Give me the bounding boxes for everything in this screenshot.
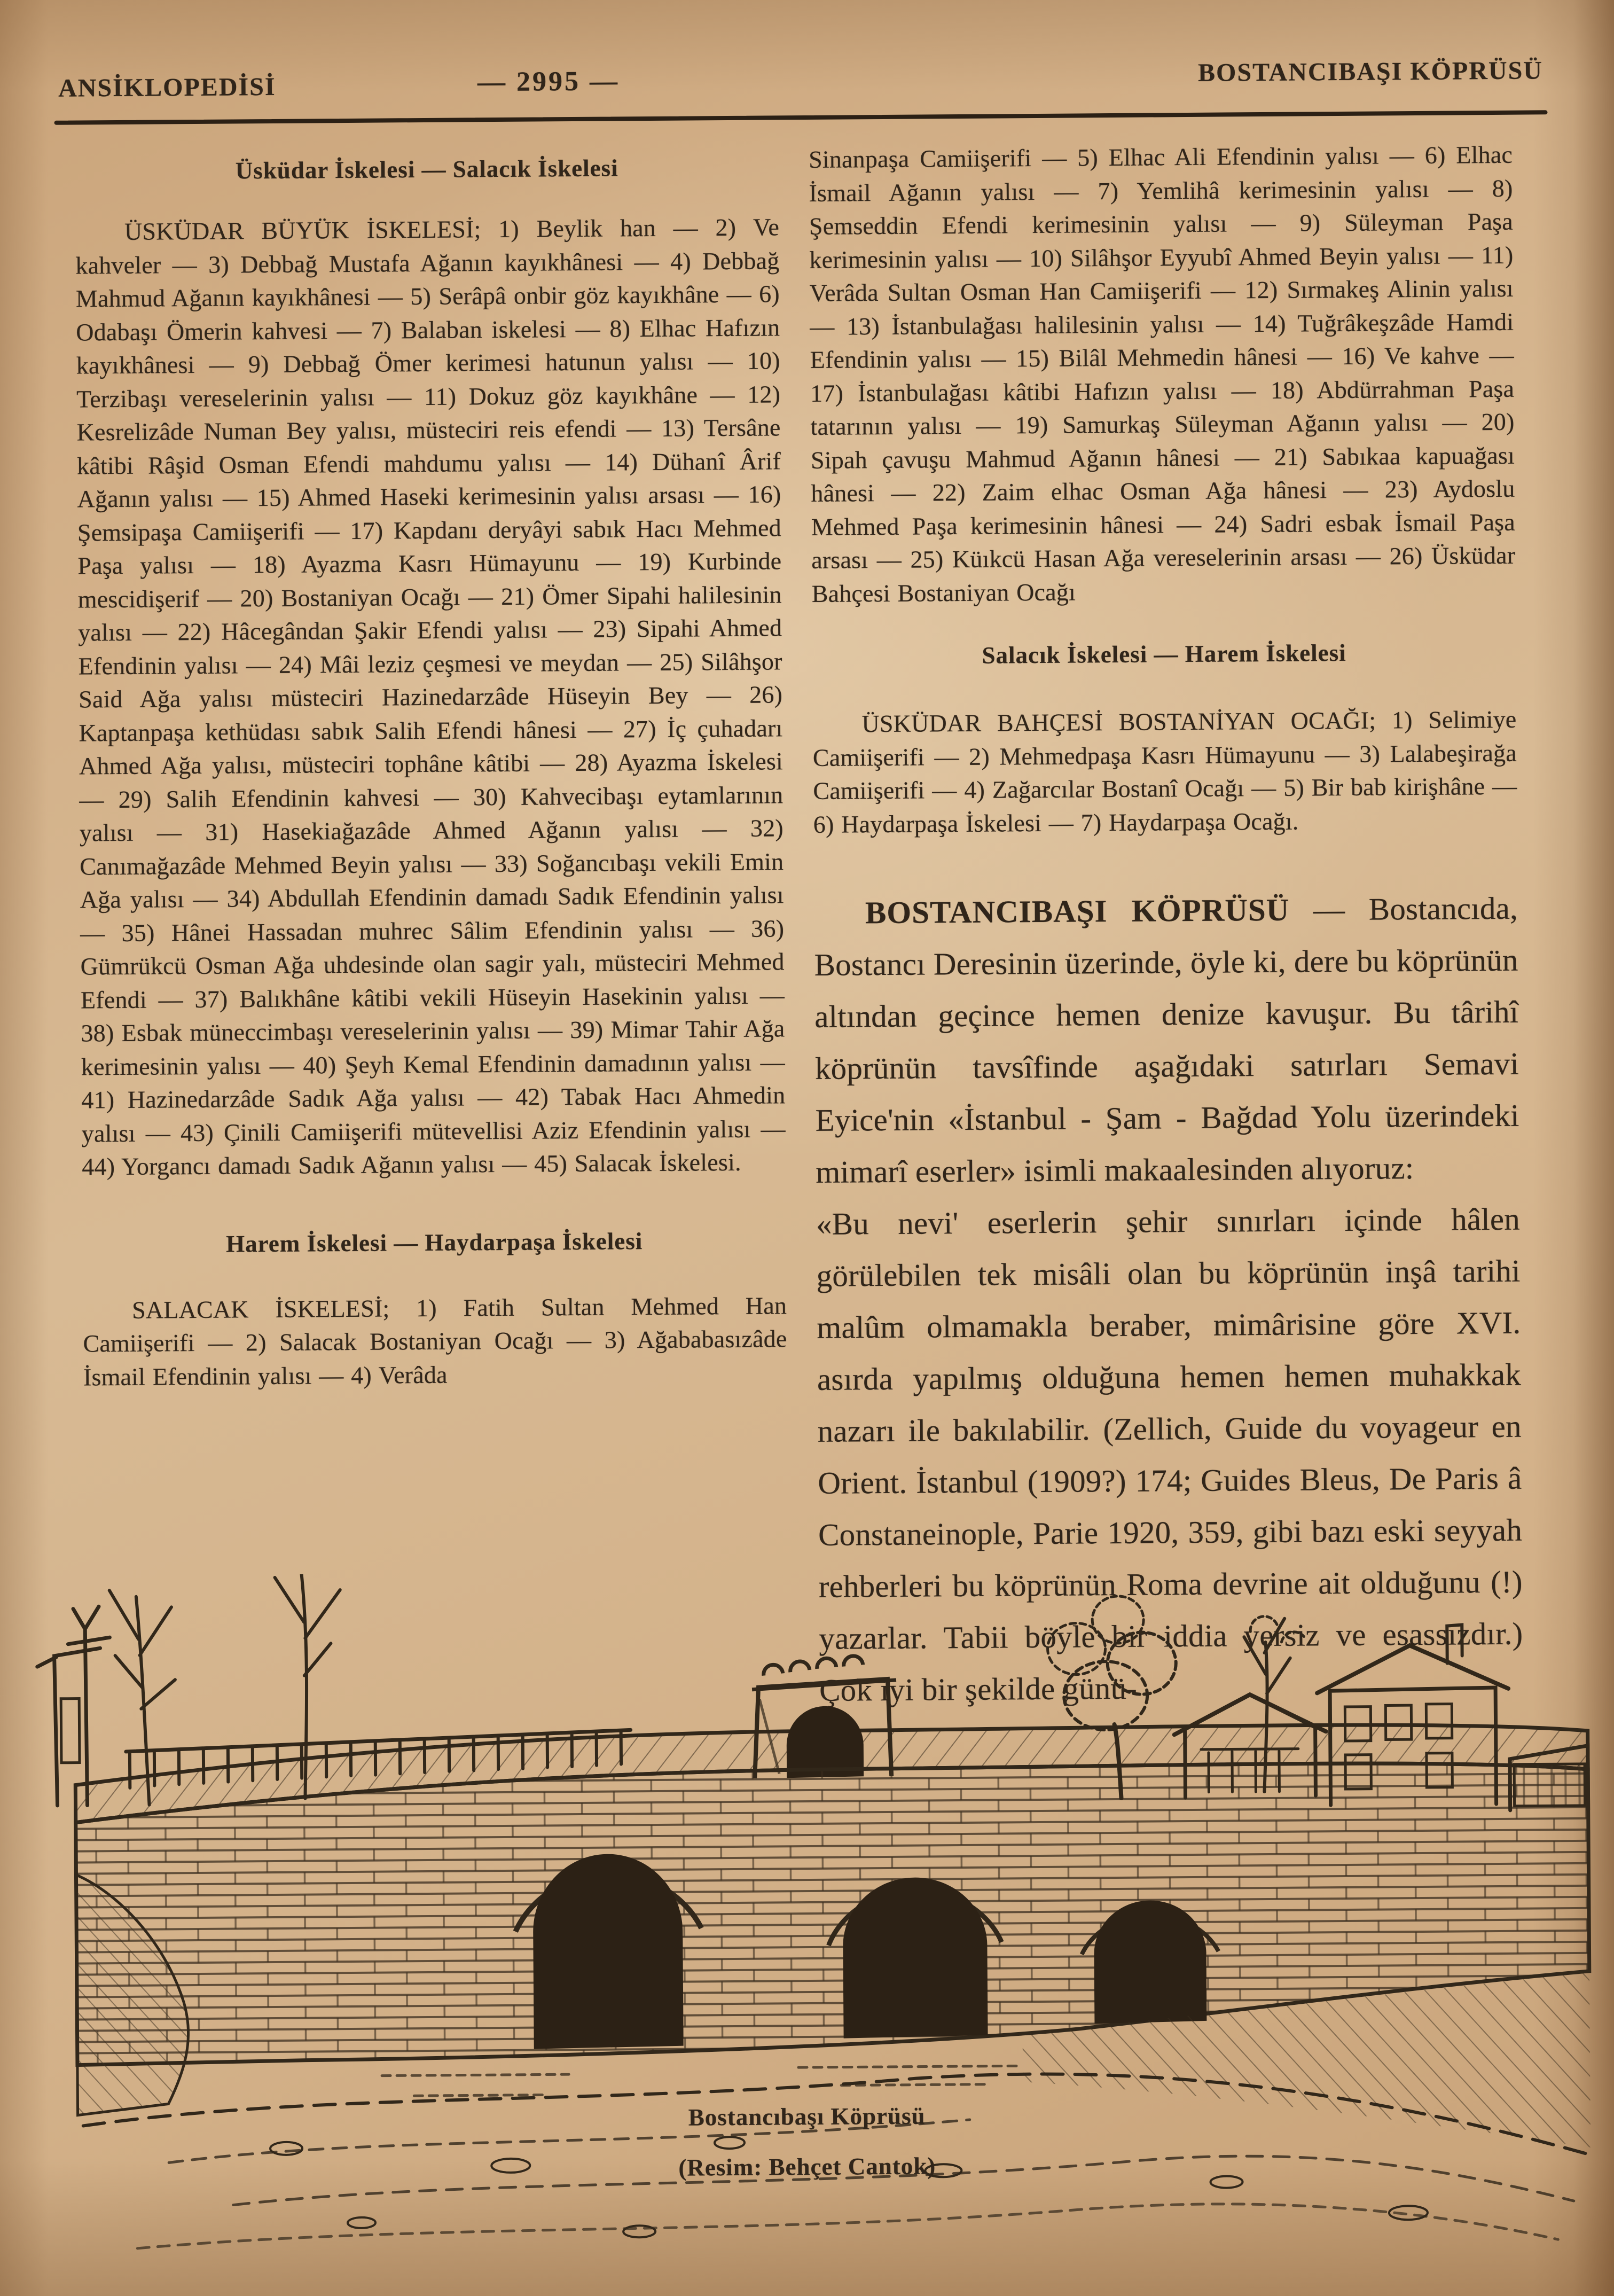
left-house-and-pole: [37, 1606, 111, 1806]
text-columns: [75, 138, 1523, 1722]
figure-caption: [577, 2090, 1037, 2193]
section-heading-salacik-harem: Salacık İskelesi — Harem İskelesi: [982, 639, 1346, 669]
figure-caption-title: Bostancıbaşı Köprüsü: [688, 2102, 926, 2131]
section-heading-harem-haydarpasa: Harem İskelesi — Haydarpaşa İskelesi: [225, 1227, 643, 1258]
figure-caption-credit: (Resim: Behçet Cantok): [678, 2152, 936, 2181]
paragraph-uskudar-bahcesi-ocagi: ÜSKÜDAR BAHÇESİ BOSTANİYAN OCAĞI; 1) Selimiye Camiişerifi — 2) Mehmedpaşa Kasrı Hümayunu — 3) Lalabeşirağa Camiişerifi — 4) Zağarcılar Bostanî Ocağı — 5) Bir bab kirişhâne — 6) Haydarpaşa İskelesi — 7) Haydarpaşa Ocağı.: [812, 705, 1517, 838]
running-head-left: ANSİKLOPEDİSİ: [58, 72, 276, 103]
article-title: BOSTANCIBAŞI KÖPRÜSÜ: [865, 892, 1290, 931]
header-rule: [54, 110, 1548, 125]
page-number: — 2995 —: [477, 66, 620, 98]
paragraph-salacak-continuation: Sinanpaşa Camiişerifi — 5) Elhac Ali Efendinin yalısı — 6) Elhac İsmail Ağanın yalısı — 7) Yemlihâ kerimesinin yalısı — 8) Şemseddin Efendi kerimesinin yalısı — 9) Süleyman Paşa kerimesinin yalısı — 10) Silâhşor Eyyubî Ahmed Beyin yalısı — 11) Verâda Sultan Osman Han Camiişerifi — 12) Sırmakeş Alinin yalısı — 13) İstanbulağası halilesinin yalısı — 14) Tuğrâkeşzâde Hamdi Efendinin yalısı — 15) Bilâl Mehmedin hânesi — 16) Ve kahve — 17) İstanbulağası kâtibi Hafızın yalısı — 18) Abdürrahman Paşa tatarının yalısı — 19) Samurkaş Süleyman Ağanın yalısı — 20) Sipah çavuşu Mahmud Ağanın hânesi — 21) Sabıkaa kapuağası hânesi — 22) Zaim elhac Osman Ağa hânesi — 23) Aydoslu Mehmed Paşa kerimesinin hânesi — 24) Sadri esbak İsmail Paşa arsası — 25) Küıkcü Hasan Ağa vereselerinin arsası — 26) Üsküdar Bahçesi Bostaniyan Ocağı: [808, 140, 1516, 607]
figure-bostancibasi-bridge: [5, 1565, 1614, 2296]
article-quote-paragraph: «Bu nevi' eserlerin şehir sınırları içinde hâlen görülebilen tek misâli olan bu köprünün inşâ tarihi malûm olmamakla beraber, mimârisine göre XVI. asırda yapılmış olduğuna hemen hemen muhakkak nazarı ile bakılabilir. (Zellich, Guide du voyageur en Orient. İstanbul (1909?) 174; Guides Bleus, De Paris â Constaneinople, Parie 1920, 359, gibi bazı eski seyyah rehberleri bu köprünün Roma devrine ait olduğunu (!) yazarlar. Tabii böyle bir iddia yersiz ve esassızdır.) Çok iyi bir şekilde günü-: [816, 1201, 1523, 1708]
left-column: [75, 143, 790, 1721]
section-heading-uskudar-salacik: Üsküdar İskelesi — Salacık İskelesi: [235, 154, 618, 184]
article-lead-text: Bostancıda, Bostancı Deresinin üzerinde, öyle ki, dere bu köprünün altından geçince hemen denize kavuşur. Bu târihî köprünün tavsîfinde aşağıdaki satırları Semavi Eyice'nin «İstanbul - Şam - Bağdad Yolu üzerindeki mimarî eserler» isimli makaalesinden alıyoruz:: [814, 890, 1519, 1190]
running-head-right: BOSTANCIBAŞI KÖPRÜSÜ: [1197, 56, 1544, 87]
article-title-separator: —: [1289, 891, 1369, 927]
paragraph-uskudar-buyuk-iskelesi: ÜSKÜDAR BÜYÜK İSKELESİ; 1) Beylik han — 2) Ve kahveler — 3) Debbağ Mustafa Ağanın kayıkhânesi — 4) Debbağ Mahmud Ağanın kayıkhânesi — 5) Serâpâ onbir göz kayıkhâne — 6) Odabaşı Ömerin kahvesi — 7) Balaban iskelesi — 8) Elhac Hafızın kayıkhânesi — 9) Debbağ Ömer kerimesi hatunun yalısı — 10) Terzibaşı vereselerinin yalısı — 11) Dokuz göz kayıkhâne — 12) Kesrelizâde Numan Bey yalısı, müsteciri reis efendi — 13) Tersâne kâtibi Râşid Osman Efendi mahdumu yalısı — 14) Dühanî Ârif Ağanın yalısı — 15) Ahmed Haseki kerimesinin yalısı arsası — 16) Şemsipaşa Camiişerifi — 17) Kapdanı deryâyi sabık Hacı Mehmed Paşa yalısı — 18) Ayazma Kasrı Hümayunu — 19) Kurbinde mescidişerif — 20) Bostaniyan Ocağı — 21) Ömer Sipahi halilesinin yalısı — 22) Hâcegândan Şakir Efendi yalısı — 23) Sipahi Ahmed Efendinin yalısı — 24) Mâi leziz çeşmesi ve meydan — 25) Silâhşor Said Ağa yalısı müsteciri Hazinedarzâde Hüseyin Bey — 26) Kaptanpaşa kethüdası sabık Salih Efendi hânesi — 27) İç çuhadarı Ahmed Ağa yalısı, müsteciri tophâne kâtibi — 28) Ayazma İskelesi — 29) Salih Efendinin kahvesi — 30) Kahvecibaşı eytamlarının yalısı — 31) Hasekiağazâde Ahmed Ağanın yalısı — 32) Canımağazâde Mehmed Beyin yalısı — 33) Soğancıbaşı vekili Emin Ağa yalısı — 34) Abdullah Efendinin damadı Sadık Efendinin yalısı — 35) Hânei Hassadan muhrec Sâlim Efendinin yalısı — 36) Gümrükcü Osman Ağa uhdesinde olan sagir yalı, müsteciri Mehmed Efendi — 37) Balıkhâne kâtibi vekili Hüseyin Hasekinin yalısı — 38) Esbak müneccimbaşı vereselerinin yalısı — 39) Mimar Tahir Ağa kerimesinin yalısı — 40) Şeyh Kemal Efendinin damadının yalısı — 41) Hazinedarzâde Sadık Ağa yalısı — 42) Tabak Hacı Ahmedin yalısı — 43) Çinili Camiişerifi mütevellisi Aziz Efendinin yalısı — 44) Yorgancı damadı Sadık Ağanın yalısı — 45) Salacak İskelesi.: [75, 213, 786, 1181]
article-lead-paragraph: [814, 883, 1520, 1198]
right-column: [809, 138, 1524, 1716]
paragraph-salacak-iskelesi: SALACAK İSKELESİ; 1) Fatih Sultan Mehmed Han Camiişerifi — 2) Salacak Bostaniyan Ocağı — 3) Ağababasızâde İsmail Efendinin yalısı — 4) Verâda: [83, 1291, 787, 1391]
